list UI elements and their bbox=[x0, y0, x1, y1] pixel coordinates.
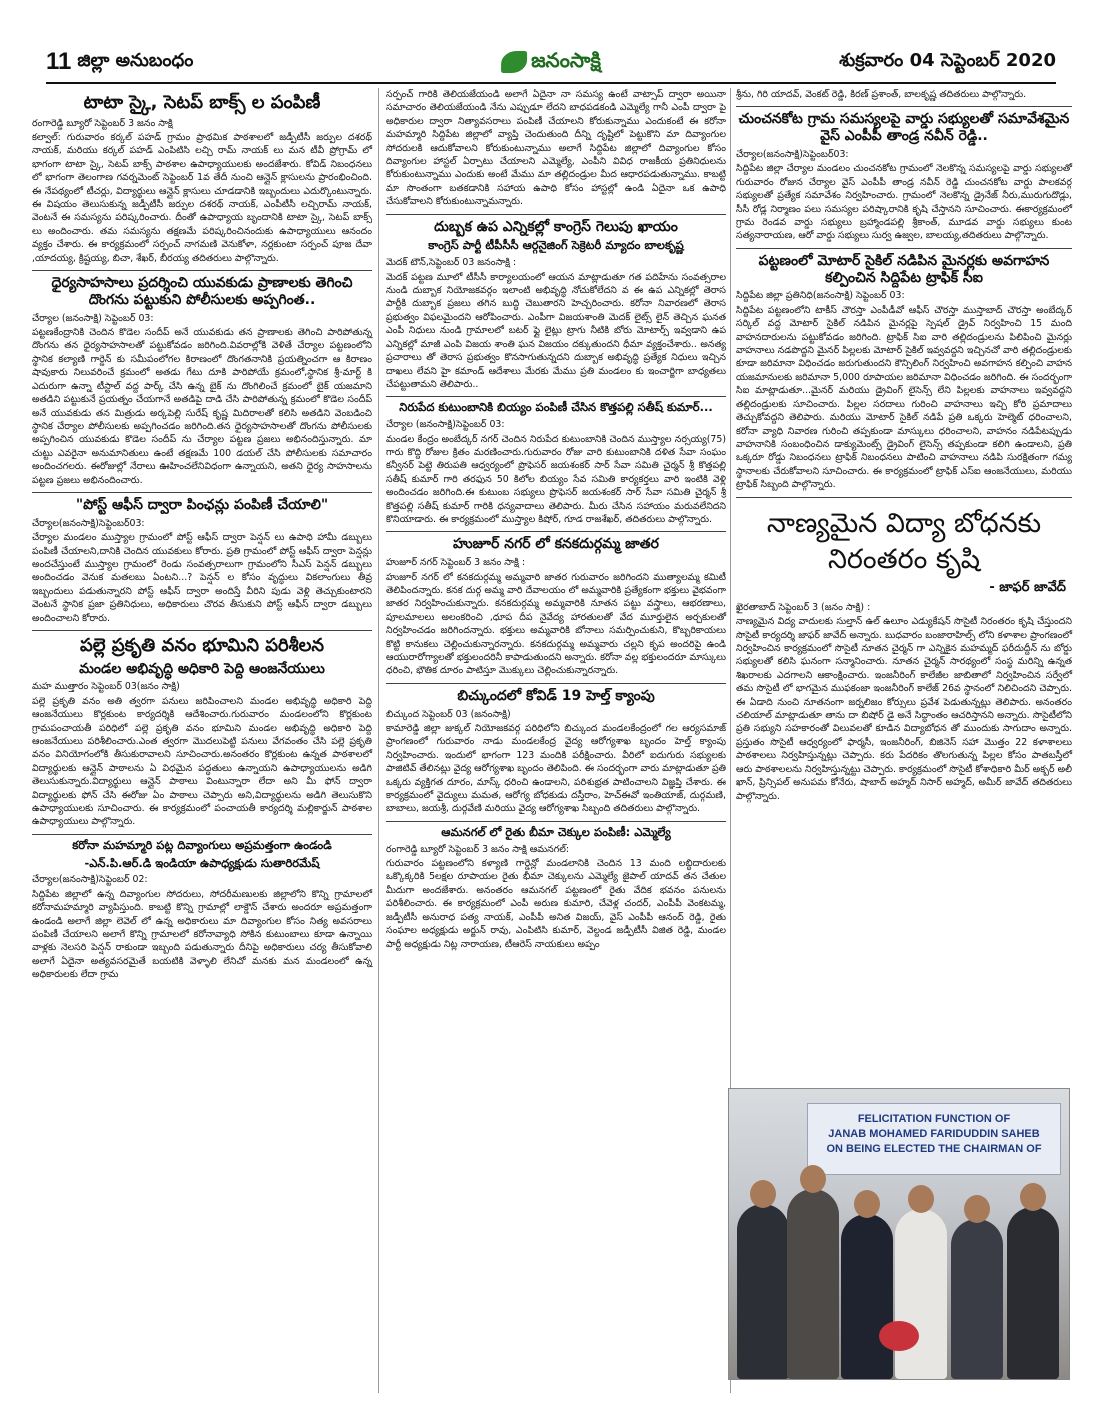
article-subheadline: మండల అభివృద్ధి అధికారి పెద్ది ఆంజనేయులు bbox=[79, 660, 325, 677]
article-body: హుజూర్ నగర్ లో కనకదుర్గమ్మ అమ్మవారి జాతర గురువారం జరిగిందని ముత్యాలమ్మ కమిటీ తెలిపిందన్నారు. కనక దుర్గ అమ్మ వారి దేవాలయం లో అమ్మవారికి ప్రత్యేకంగా భక్తులు వైభవంగా జాతర నిర్వహించుకున్నారు. కనకదుర్గమ్మ అమ్మవారికి నూతన పట్టు వస్త్రాలు, ఆభరణాలు, పూలమాలలు అలంకరించి ,ధూప దీప నైవేద్య హారతులతో వేద మూర్తులైన అర్చకులతో నిర్వహించడం జరిగిందన్నారు. భక్తులు అమ్మవారికి బోనాలు సమర్పించుకుని, కొబ్బరికాయలు కొట్టి కానుకలు చెల్లించుకున్నారన్నారు. కనకదుర్గమ్మ అమ్మవారు చల్లని కృప అందరిపై ఉండి ఆయురారోగ్యాలతో భక్తులందరినీ కాపాడుతుందని అన్నారు. కరోనా వల్ల భక్తులందరూ మాస్కులు ధరించి, భౌతిక దూరం పాటిస్తూ మొక్కులు చెల్లించుకున్నారన్నారు. bbox=[386, 571, 726, 677]
article-body: నాణ్యమైన విద్య వాదులకు సుల్తాన్ ఉల్ ఉలూం ఎడ్యుకేషన్ సొసైటీ నిరంతరం కృషి చేస్తుందని సొసైటీ కార్యదర్శి జాఫర్ జావేద్ అన్నారు. బుధవారం బంజారాహిల్స్ లోని కళాశాల ప్రాంగణంలో నిర్వహించిన కార్యక్రమంలో సొసైటీ నూతన చైర్మన్ గా ఎన్నికైన మహమ్మద్ ఫరీదుద్దీన్ ను బోర్డు సభ్యులతో కలిసి ఘనంగా సన్మానించారు. నూతన చైర్మన్ సారథ్యంలో సంస్థ మరిన్ని ఉన్నత శిఖరాలకు ఎదగాలని ఆకాంక్షించారు. ఇంజనీరింగ్ కాలేజీల జాబితాలో నిర్వహించిన సర్వేలో తమ సొసైటీ లో భాగమైన ముఫకంజా ఇంజనీరింగ్ కాలేజ్ 26వ స్థానంలో నిలిచిందని చెప్పారు. ఈ ఏడాది నుంచి నూతనంగా జర్నలిజం కోర్సులు ప్రవేశ పెడుతున్నట్లు తెలిపారు. అనంతరం చలియాల్ మాట్లాడుతూ తాను దా బిషోర్ డై అనే సిద్ధాంతం ఆచరిస్తానని అన్నారు. సొసైటీలోని ప్రతి సభ్యుని సహకారంతో విలువలతో కూడిన విద్యాబోధన తో ముందుకు సాగుదాం అన్నారు. ప్రస్తుతం సొసైటీ ఆధ్వర్యంలో ఫార్మసీ, ఇంజనీరింగ్, బిజినెస్ సహా మొత్తం 22 కళాశాలలు పాఠశాలలు నిర్వహిస్తున్నట్లు చెప్పారు. కరు పేదరికం తొలగుతున్న పిల్లల కోసం పాతబస్తీలో ఆరు పాఠశాలలను నిర్వహిస్తున్నట్టు చెప్పారు. కార్యక్రమంలో సొసైటీ కోశాధికారి మీర్ అక్బర్ అలీ ఖాన్, ప్రిన్సిపల్ అనుపమ కోనేరు, షాబాద్ అహ్మద్ నిసార్ అహ్మద్, అమీర్ జావేద్ తదితరులు పాల్గొన్నారు. bbox=[736, 616, 1072, 802]
article-dateline: చేర్యాల (జనంసాక్షి)సెప్టెంబర్ 03: bbox=[386, 419, 505, 431]
article-headline: టాటా స్కై, సెటప్ బాక్స్ ల పంపిణీ bbox=[83, 92, 321, 113]
article-body: మండల కేంద్రం అంబేద్కర్ నగర్ చెందిన నిరుపేద కుటుంబానికి చెందిన ముస్త్యాల నర్సయ్య(75) గారు కొద్ది రోజుల క్రితం మరణించారు.గురువారం రోజు వారి కుటుంబానికి దళిత సేవా సంఘం కన్వీనర్ పెట్టె తిరుపతి ఆధ్వర్యంలో ప్రొఫెసర్ జయశంకర్ సార్ సేవా సమితి చైర్మన్ శ్రీ కొత్తపల్లి సతీష్ కుమార్ గారి తరఫున 50 కిలోల బియ్యం సేవ సమితి కార్యకర్తలు వారి ఇంటికి వెళ్లి అందించడం జరిగింది.ఈ కుటుంబ సభ్యులు ప్రొఫెసర్ జయశంకర్ సార్ సేవా సమితి చైర్మన్ శ్రీ కొత్తపల్లి సతీష్ కుమార్ గారికి ధన్యవాదాలు తెలిపారు. మీరు చేసిన సహాయం మరువలేనిదని కొనియాడారు. ఈ కార్యక్రమంలో ముస్త్యాల కిషోర్, గూడ రాజశేఖర్, తదితరులు పాల్గొన్నారు. bbox=[386, 433, 726, 525]
article-divider bbox=[32, 834, 372, 835]
column-3 bbox=[736, 88, 1072, 807]
leaf-icon bbox=[501, 51, 527, 73]
logo-text: జనంసాక్షి bbox=[531, 47, 601, 72]
article-dateline: సిద్దిపేట జిల్లా ప్రతినిధి(జనంసాక్షి) సెప్టెంబర్ 03: bbox=[736, 290, 905, 302]
article-divider bbox=[386, 821, 726, 822]
article-dateline: రంగారెడ్డి బ్యూరో సెప్టెంబర్ 3 జనం సాక్షి ఆమనగల్: bbox=[386, 843, 569, 855]
article-subheadline: కాంగ్రెస్ పార్టీ టీపీసీసీ ఆర్గనైజింగ్ సెక్రెటరీ మ్యాదం బాలకృష్ణ bbox=[428, 238, 684, 253]
masthead-left bbox=[46, 48, 193, 76]
article-body: చేర్యాల మండలం ముస్త్యాల గ్రామంలో పోస్ట్ ఆఫీస్ ద్వారా పెన్షన్ లు ఉపాధి హామీ డబ్బులు పంపిణీ చేయాలని,దానికి చెందిన యువకులు కోరారు. ప్రతి గ్రామంలో పోస్ట్ ఆఫీస్ ద్వారా పెన్షన్లు అందచేస్తుంటే ముస్త్యాల గ్రామంలో రెండు సంవత్సరాలుగా గ్రామంలోని సీఎస్ పెన్షన్ డబ్బులు అందించడం వెనుక మతలబు ఏంటని...? పెన్షన్ ల కోసం వృద్ధులు వికలాంగులు తీవ్ర ఇబ్బందులు పడుతున్నారని పోస్ట్ ఆఫీస్ ద్వారా అందిస్తే వీరిని పుడు వెళ్లి తెచ్చుకుంటారని వెంటనే స్థానిక ప్రజా ప్రతినిధులు, అధికారులు చొరవ తీసుకుని పోస్ట్ ఆఫీస్ ద్వారా డబ్బులు అందించాలని కోరారు. bbox=[32, 532, 372, 624]
article-body: కామారెడ్డి జిల్లా జుక్కల్ నియోజకవర్గ పరిధిలోని బిచ్కుంద మండలకేంద్రంలో గల ఆర్యసమాజ్ ప్రాంగణంలో గురువారం నాడు మండలకేంద్ర వైద్య ఆరోగ్యశాఖ బృందం హెల్త్ క్యాంపు నిర్వహించారు. ఇందులో భాగంగా 123 మందికి పరీక్షించారు. వీరిలో ఐదుగురు సభ్యులకు పాజిటివ్ తేలినట్లు వైద్య ఆరోగ్యశాఖ బృందం తెలిపింది. ఈ సందర్భంగా వారు మాట్లాడుతూ ప్రతి ఒక్కరు వ్యక్తిగత దూరం, మాస్క్ ధరించి ఉండాలని, పరిశుభ్రత పాటించాలని విజ్ఞప్తి చేశారు. ఈ కార్యక్రమంలో వైద్యులు మమత, ఆరోగ్య బోధకుడు దస్తీరాం, హెచ్ఈవో ఇంతియాజ్, దుర్గమణి, బాబాలు, జయశ్రీ, దుర్గవేణి మరియు వైద్య ఆరోగ్యశాఖ సిబ్బంది తదితరులు పాల్గొన్నారు. bbox=[386, 723, 726, 815]
article-divider bbox=[386, 683, 726, 684]
article-headline: చుంచనకోట గ్రామ సమస్యలపై వార్డు సభ్యులతో సమావేశమైన వైస్ ఎంపీపీ తాండ్ర నవీన్ రెడ్డి.. bbox=[738, 111, 1070, 145]
page-number: 11 bbox=[46, 48, 72, 75]
issue-date: శుక్రవారం 04 సెప్టెంబర్ 2020 bbox=[839, 49, 1056, 71]
article-body: శ్రీను, గిరి యాదవ్, వెంకట్ రెడ్డి, కిరణ్ ప్రశాంత్, బాలకృష్ణ తదితరులు పాల్గొన్నారు. bbox=[736, 89, 1027, 100]
masthead bbox=[46, 42, 1056, 84]
article-dateline: చేర్యాల (జనంసాక్షి) సెప్టెంబర్ 03: bbox=[32, 312, 154, 324]
article-dateline: రంగారెడ్డి బ్యూరో సెప్టెంబర్ 3 జనం సాక్షి bbox=[32, 117, 173, 129]
article-divider bbox=[32, 630, 372, 631]
article-dateline: చేర్యాల(జనంసాక్షి)సెప్టెంబర్03: bbox=[32, 517, 145, 529]
event-photo bbox=[728, 1088, 1070, 1380]
person-figure bbox=[951, 1219, 1003, 1379]
article-dateline: మెదక్ టౌన్,సెప్టెంబర్ 03 జనంసాక్షి : bbox=[386, 257, 517, 269]
article-byline: - జాఫర్ జావేద్ bbox=[989, 580, 1066, 596]
article-subheadline: -ఎన్.పి.ఆర్.డి ఇండియా ఉపాధ్యక్షుడు సుతారిరమేష్ bbox=[84, 855, 320, 870]
photo-banner bbox=[807, 1103, 1061, 1175]
section-name: జిల్లా అనుబంధం bbox=[77, 49, 194, 71]
newspaper-logo bbox=[501, 48, 601, 77]
article-body: సర్పంచ్ గారికి తెలియజేయండి అలాగే ఏదైనా నా సమస్య ఉంటే వాట్సాప్ ద్వారా అయినా సమాచారం తెలియజేయండి నేను ఎప్పుడూ లేదని బాధపడకండి ఎమ్మెల్యే గానీ ఎంపీ ద్వారా పై అధికారుల ద్వారా నిత్యావసరాలు పంపిణీ చేయాలని కోరుకున్నాము ఎందుకంటే ఈ కరోనా మహమ్మారి సిద్దిపేట జిల్లాలో వ్యాప్తి చెందుతుంది దీన్ని దృష్టిలో పెట్టుకొని మా దివ్యాంగుల సోదరులకి ఆదుకోవాలని కోరుకుంటున్నాము అలాగే సిద్దిపేట జిల్లాలో దివ్యాంగుల కోసం దివ్యాంగుల హాస్టల్ ఏర్పాటు చేయాలని ఎమ్మెల్యే, ఎంపీని వివిధ రాజకీయ ప్రతినిధులను కోరుకుంటున్నాము ఎందుకు అంటే మేము మా తల్లిదండ్రుల మీద ఆధారపడుతున్నాము. కాబట్టి మా సొంతంగా బతకడానికి సహాయ ఉపాధి కోసం హాస్టల్లో ఉండి ఏదైనా ఒక ఉపాధి చేసుకోవాలని కోరుకుంటున్నామన్నారు. bbox=[386, 89, 726, 208]
article-headline: ధైర్యసాహసాలు ప్రదర్శించి యువకుడు ప్రాణాలకు తెగించి దొంగను పట్టుకుని పోలీసులకు అప్పగింత.. bbox=[51, 275, 353, 308]
column-2 bbox=[386, 88, 726, 955]
article-headline: కరోనా మహమ్మారి పట్ల దివ్యాంగులు అప్రమత్తంగా ఉండండి bbox=[72, 837, 332, 852]
article-headline: నిరుపేద కుటుంబానికి బియ్యం పంపిణీ చేసిన కొత్తపల్లి సతీష్ కుమార్... bbox=[399, 400, 713, 415]
article-divider bbox=[386, 531, 726, 532]
article-headline: బిచ్కుందలో కోవిడ్ 19 హెల్త్ క్యాంపు bbox=[457, 687, 655, 704]
article-headline: హుజూర్ నగర్ లో కనకదుర్గమ్మ జాతర bbox=[453, 536, 659, 553]
column-1 bbox=[32, 88, 372, 986]
article-body: కల్వాల్: గురువారం కర్కల్ పహడ్ గ్రామం ప్రాథమిక పాఠశాలలో జడ్పీటీసీ జర్పుల దశరథ్ నాయక్, మరియు కర్కల్ పహడ్ ఎంపిటిసి లచ్చి రామ్ నాయక్ లు మన టీవీ ప్రోగ్రామ్ లో భాగంగా టాటా స్కై, సెటప్ బాక్స్ పాఠశాల ఉపాధ్యాయులకు అందజేశారు. కోవిడ్ నిబంధనలు లో భాగంగా తెలంగాణ గవర్నమెంట్ సెప్టెంబర్ 1వ తేదీ నుంచి ఆన్లైన్ క్లాసులను ప్రారంభించింది. ఈ నేపథ్యంలో టీచర్లు, విద్యార్థులు ఆన్లైన్ క్లాసులు చూడడానికి ఇబ్బందులు ఎదుర్కొంటున్నారు. ఈ విషయం తెలుసుకున్న జడ్పీటీసీ జర్పుల దశరథ్ నాయక్, ఎంపీటీసీ లచ్చిరామ్ నాయక్, వెంటనే ఈ సమస్యను పరిష్కరించారు. దీంతో ఉపాధ్యాయ బృందానికి టాటా స్కై, సెటప్ బాక్స్ లు అందించారు. తమ సమస్యను తక్షణమే పరిష్కరించినందుకు ఉపాధ్యాయులు ఆనందం వ్యక్తం చేశారు. ఈ కార్యక్రమంలో సర్పంచ్ నాగమణి వెనుకోళా, నర్లకుంటా సర్పంచ్ పూజ దేవా ,యాదయ్య, క్రిష్టయ్య, బిచా, శేఖర్, బీరయ్య తదితరులు పాల్గొన్నారు. bbox=[32, 132, 372, 264]
article-headline: పట్టణంలో మోటార్ సైకిల్ నడిపిన మైనర్లకు అవగాహన కల్పించిన సిద్దిపేట ట్రాఫిక్ సీఐ bbox=[758, 252, 1050, 286]
flower-bouquet bbox=[879, 1321, 919, 1351]
article-divider bbox=[736, 248, 1072, 249]
article-headline: "పోస్ట్ ఆఫీస్ ద్వారా పింఛన్లు పంపిణీ చేయాలి" bbox=[75, 496, 329, 513]
article-dateline: చేర్యాల(జనంసాక్షి)సెప్టెంబర్03: bbox=[736, 149, 849, 160]
article-divider bbox=[736, 106, 1072, 107]
article-headline: పల్లె ప్రకృతి వనం భూమిని పరిశీలన bbox=[79, 634, 325, 656]
article-divider bbox=[386, 214, 726, 215]
person-figure bbox=[895, 1209, 947, 1379]
banner-line: JANAB MOHAMED FARIDUDDIN SAHEB bbox=[828, 1128, 1040, 1140]
article-divider bbox=[32, 270, 372, 271]
article-headline: దుబ్బక ఉప ఎన్నికల్లో కాంగ్రెస్ గెలుపు ఖాయం bbox=[434, 218, 678, 235]
article-dateline: బిచ్కుంద సెప్టెంబర్ 03 (జనంసాక్షి) bbox=[386, 708, 511, 720]
article-headline: నాణ్యమైన విద్యా బోధనకు నిరంతరం కృషి bbox=[766, 507, 1042, 575]
article-body: మెదక్ పట్టణ మూలో టీసీసీ కార్యాలయంలో ఆయన మాట్లాడుతూ గత పదిహేను సంవత్సరాల నుండి దుబ్బాక నియోజకవర్గం ఇలాంటి అభివృద్ధి నోచుకోలేదని వ ఈ ఉప ఎన్నికల్లో తెరాస పార్టీకి దుబ్బాక ప్రజలు తగిన బుద్ధి చెబుతారని హెచ్చరించారు. కరోనా నివారణలో తెరాస ప్రభుత్వం విఫలమైందని ఆరోపించారు. ఎంపీగా విజయశాంతి మెదక్ లైట్స్ లైన్ తెచ్చిన ఘనత ఎంపీ నిధులు నుండి గ్రామాలలో బటర్ ఫ్లై లైట్లు ట్రాగు నీటికి బోరు మోటార్స్ ఇవ్వడాని ఉప ఎన్నికల్లో మాజీ ఎంపి విజయ శాంతి ఘన విజయం దక్కుతుందని ధీమా వ్యక్తంచేశారు.. అనత్య ప్రచారాలు తో తెరాస ప్రభుత్వం కొనసాగుతున్నదని దుబ్బాక అభివృద్ధి ప్రత్యేక నిధులు ఇచ్చిన దాఖలు లేవని హై కమాండ్ ఆదేశాలు మేరకు మేము ప్రతి మండలం కు ఇంచార్జిగా బాధ్యతలు చేపట్టుతామని తెలిపారు.. bbox=[386, 271, 726, 390]
person-figure bbox=[1007, 1207, 1059, 1379]
article-dateline: చేర్యాల(జనంసాక్షి)సెప్టెంబర్ 02: bbox=[32, 874, 148, 886]
article-headline: ఆమనగల్ లో రైతు బీమా చెక్కుల పంపిణీ: ఎమ్మెల్యే bbox=[441, 824, 671, 839]
article-dateline: హుజూర్ నగర్ సెప్టెంబర్ 3 జనం సాక్షి : bbox=[386, 557, 525, 569]
photo-banner-text bbox=[814, 1112, 1054, 1157]
article-divider bbox=[386, 396, 726, 397]
article-body: పట్టణకేంద్రానికి చెందిన కొడెల సందీప్ అనే యువకుడు తన ప్రాణాలకు తెగించి పారిపోతున్న దొంగను తన ధైర్యసాహసాలతో పట్టుకోవడం జరిగింది.వివరాల్లోకి వెళితే చేర్యాల పట్టణంలోని స్థానిక కల్యాణి గార్డెన్ కు సమీపంలోగల కిరాణంలో దొంగతనానికి ప్రయత్నించగా ఆ కిరాణం షావుకారు నిలువరించే క్రమంలో అతడు గేటు దూకి పారిపోయే క్రమంలో,స్థానిక శ్రీ-మార్ట్ కి ఎదురుగా ఉన్నా టీస్టాల్ వద్ద పార్క్ చేసి ఉన్న బైక్ ను దొంగిలించే క్రమంలో బైక్ యజమాని అతడిని పట్టుకునే ప్రయత్నం చేయగానే అతడిపై దాడి చేసి పారిపోతున్న క్రమంలో కొడెల సందీప్ అనే యువకుడు తన మిత్రుడు అర్కపెల్లి సురేష్ కృష్ణ మిదిరాలతో కలిసి అతడిని వెంబడించి స్థానిక చేర్యాల పోలీసులకు అప్పగించడం జరిగింది.తన ధైర్యసాహసాలతో దొంగను పోలీసులకు అప్పగించిన యువకుడు కొడెల సందీప్ ను చేర్యాల పట్టణ ప్రజలు అభినందిస్తున్నారు. మా చుట్టు ఎవరైనా అనుమానితులు ఉంటే తక్షణమే 100 డయల్ చేసి పోలీసులకు సమాచారం అందించగలరు. ఈరోజుల్లో నేరాలు ఊహించలేనివిధంగా ఉన్నాయని, అతని ధైర్య సాహసాలను పట్టణ ప్రజలు అభినందించారు. bbox=[32, 327, 372, 486]
person-figure bbox=[841, 1214, 893, 1379]
article-body: పల్లె ప్రకృతి వనం అతి త్వరగా పనులు జరిపించాలని మండల అభివృద్ధి అధికారి పెద్ది ఆంజనేయులు కొర్లకుంట కార్యదర్శికి ఆదేశించారు.గురువారం మండలంలోని కొర్లకుంట గ్రామపంచాయతీ పరిధిలో పల్లె ప్రకృతి వనం భూమిని మండల అభివృద్ధి అధికారి పెద్ది ఆంజనేయులు పరిశీలించారు.ఎంత త్వరగా మొదలుపెట్టి పనులు వేగవంతం చేసి పల్లె ప్రకృతి వనం వినియోగంలోకి తీసుకురావాలని సూచించారు.అనంతరం కొర్లకుంట ఉన్నత పాఠశాలలో విద్యార్థులకు ఆన్లైన్ పాఠాలను ఏ విధమైన పద్ధతులు ఉన్నాయని ఉపాధ్యాయులను అడిగి తెలుసుకున్నారు.విద్యార్థులు ఆన్లైన్ పాఠాలు వింటున్నారా లేదా అని మీ ఫోన్ ద్వారా విద్యార్థులకు ఫోన్ చేసి ఈరోజు ఏం పాఠాలు చెప్పారు అని,విద్యార్థులను అడిగి తెలుసుకొని ఉపాధ్యాయులకు సూచించారు. ఈ కార్యక్రమంలో పంచాయతీ కార్యదర్శి మల్లికార్జున్ పాఠశాల ఉపాధ్యాయులు పాల్గొన్నారు. bbox=[32, 695, 372, 828]
person-figure bbox=[737, 1204, 789, 1379]
article-dateline: మహ ముత్తారం సెప్టెంబర్ 03(జనం సాక్షి) bbox=[32, 681, 180, 693]
article-body: సిద్దిపేట జిల్లా చేర్యాల మండలం చుంచనకోట గ్రామంలో నెలకొన్న సమస్యలపై వార్డు సభ్యులతో గురువారం రోజున చేర్యాల వైస్ ఎంపీపీ తాండ్ర నవీన్ రెడ్డి చుంచనకోట వార్డు పాలకవర్గ సభ్యులతో ప్రత్యేక సమావేశం నిర్వహించారు. గ్రామంలో నెలకొన్న డ్రైనేజ్ నీరు,మురుగుదొడ్లు, సీసీ రోడ్ల నిర్మాణం పలు సమస్యల పరిష్కారానికి కృషి చేస్తానని సూచించారు. ఈకార్యక్రమంలో గ్రామ రెండవ వార్డు సభ్యులు బ్రహ్మాండపల్లి శ్రీకాంత్, మూడవ వార్డు సభ్యులు కుంట సత్యనారాయణ, ఆరో వార్డు సభ్యులు సుర్వ ఉజ్వల, బాలయ్య,తదితరులు పాల్గొన్నారు. bbox=[736, 163, 1072, 242]
banner-line: ON BEING ELECTED THE CHAIRMAN OF bbox=[826, 1143, 1042, 1155]
article-body: సిద్దిపేట పట్టణంలోని టాకీస్ చౌరస్తా ఎంపీడీవో ఆఫీస్ చౌరస్తా ముస్తాబాద్ చౌరస్తా అంబేద్కర్ సర్కిల్ వద్ద మోటార్ సైకిల్ నడిపిన మైనర్లపై స్పెషల్ డ్రైవ్ నిర్వహించి 15 మంది వాహనదారులను పట్టుకోవడం జరిగింది. ట్రాఫిక్ సిఐ వారి తల్లిదండ్రులను పిలిపించి మైనర్లు వాహనాలు నడపొద్దని మైనర్ పిల్లలకు మోటార్ సైకిల్ ఇవ్వవద్దని ఇచ్చినచో వారి తల్లిదండ్రులకు కూడా జరిమానా విధించడం జరుగుతుందని కౌన్సిలింగ్ నిర్వహించి అవగాహన కల్పించి వాహన యజమానులకు జరిమానా 5,000 రూపాయల జరిమానా విధించడం జరిగింది. ఈ సందర్భంగా సిఐ మాట్లాడుతూ...మైనర్ మరియు డ్రైవింగ్ లైసెన్స్ లేని పిల్లలకు వాహనాలు ఇవ్వవద్దని తల్లిదండ్రులకు సూచించారు. పిల్లల సరదాలు గురించి వాహనాలు ఇచ్చి కోరి ప్రమాదాలు తెచ్చుకోవద్దని తెలిపారు. మరియు మోటార్ సైకిల్ నడిపే ప్రతి ఒక్కరు హెల్మెట్ ధరించాలని, కరోనా వ్యాధి నివారణ గురించి తప్పకుండా మాస్కులు ధరించాలని, వాహనం నడిపేటప్పుడు వాహనానికి సంబంధించిన డాక్యుమెంట్స్ డ్రైవింగ్ లైసెన్స్ తప్పకుండా కలిగి ఉండాలని, ప్రతి ఒక్కరూ రోడ్డు నిబంధనలు ట్రాఫిక్ నిబంధనలు పాటించి వాహనాలు నడిపి సురక్షితంగా గమ్య స్థానాలకు చేరుకోవాలని సూచించారు. ఈ కార్యక్రమంలో ట్రాఫిక్ ఎస్ఐ ఆంజనేయులు, మరియు ట్రాఫిక్ సిబ్బంది పాల్గొన్నారు. bbox=[736, 304, 1072, 491]
person-figure bbox=[787, 1189, 839, 1379]
column-divider bbox=[378, 88, 379, 1393]
article-body: సిద్దిపేట జిల్లాలో ఉన్న దివ్యాంగుల సోదరులు, సోదరీమణులకు జిల్లాలోని కొన్ని గ్రామాలలో కరోనామహమ్మారి వ్యాపిస్తుంది. కాబట్టి కొన్ని గ్రామాల్లో లాక్డౌన్ చేశారు అందరూ అప్రమత్తంగా ఉండండి అలాగే జిల్లా లెవెల్ లో ఉన్న అధికారులు మా దివ్యాంగుల కోసం నిత్య అవసరాలు పంపిణీ చేయాలని అలాగే కొన్ని గ్రామాలలో కరోనావ్యాధి సోకిన కుటుంబాలు కూడా ఉన్నాయి వాళ్లకు నెలసరి పెన్షన్ రాకుండా ఇబ్బంది పడుతున్నారు దీనిపై అధికారులు చర్య తీసుకోవాలి అలాగే ఏదైనా అత్యవసరమైతే బయటికి వెళ్ళాలి లేనిచో మనకు మన మండలంలో ఉన్న అధికారులకు లేదా గ్రామ bbox=[32, 888, 372, 981]
article-divider bbox=[32, 492, 372, 493]
banner-line: FELICITATION FUNCTION OF bbox=[857, 1113, 1011, 1125]
article-dateline: ఖైరతాబాద్ సెప్టెంబర్ 3 (జనం సాక్షి) : bbox=[736, 601, 871, 613]
article-divider bbox=[736, 497, 1072, 498]
article-body: గురువారం పట్టణంలోని కళ్యాణి గార్డెన్లో మండలానికి చెందిన 13 మంది లబ్ధిదారులకు ఒక్కొక్కరికి 5లక్షల రూపాయల రైతు భీమా చెక్కులను ఎమ్మెల్యే జైపాల్ యాదవ్ తన చేతుల మీదుగా అందజేశారు. అనంతరం ఆమనగల్ పట్టణంలో రైతు వేదిక భవనం పనులను పరిశీలించారు. ఈ కార్యక్రమంలో ఎంపీ అరుణ కుమారి, చేవెళ్ల చందర్, ఎంపీపీ వెంకటమ్మ, జడ్పీటీసీ అనురాధ పత్య నాయక్, ఎంపీపీ అనిత విజయ్, వైస్ ఎంపీపీ ఆనంద్ రెడ్డి, రైతు సంఘాల అధ్యక్షుడు అర్జున్ రావు, ఎంపిటిసి కుమార్, వెల్దండ జడ్పీటీసీ విజిత రెడ్డి, మండల పార్టీ అధ్యక్షుడు నిట్ల నారాయణ, టీఆరెస్ నాయకులు అప్పం bbox=[386, 858, 726, 950]
